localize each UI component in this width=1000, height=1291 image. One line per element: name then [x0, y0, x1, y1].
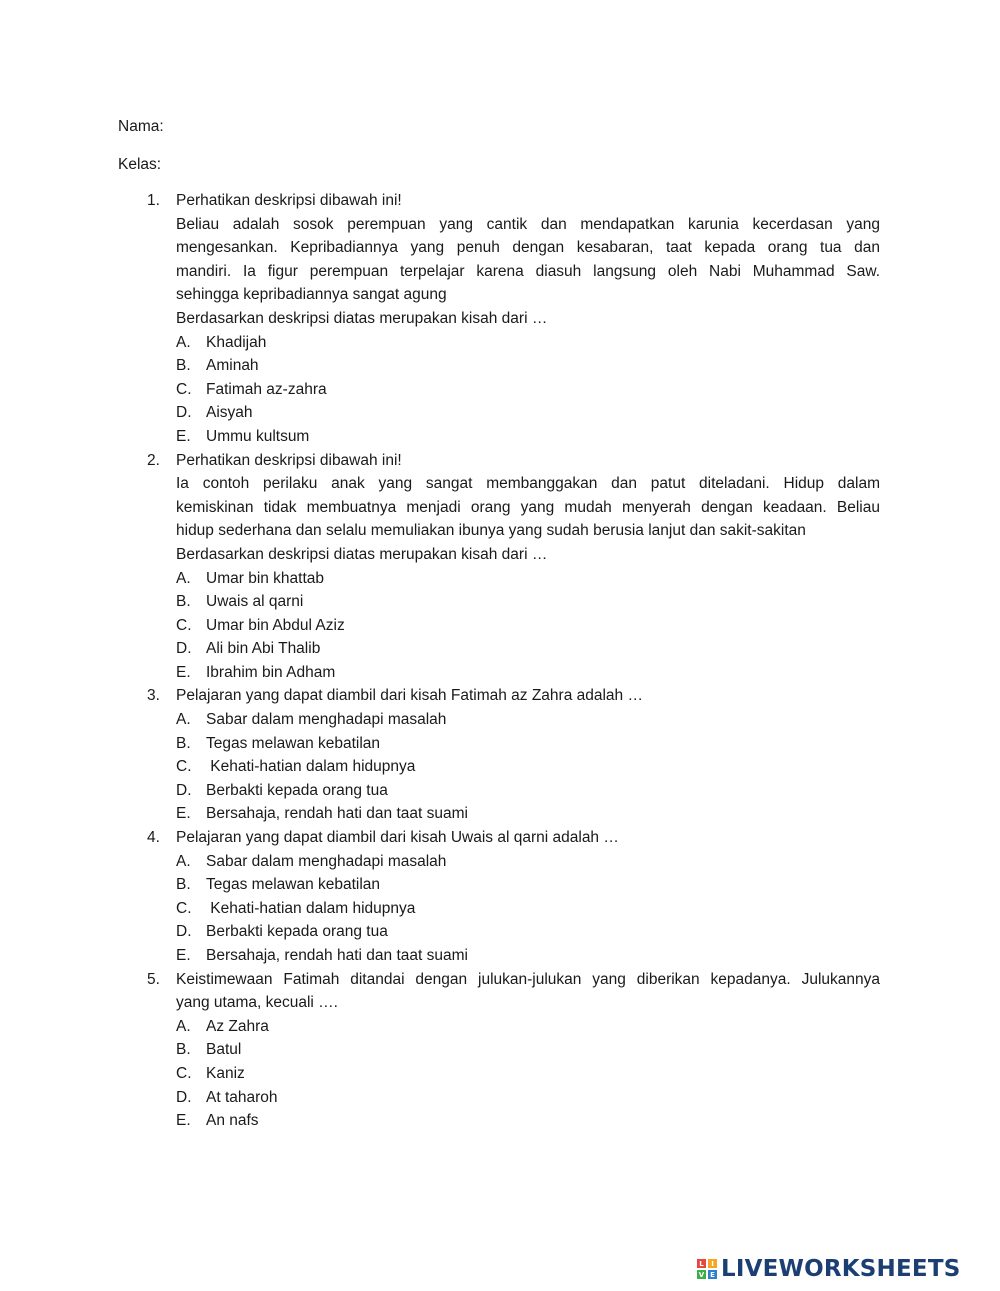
answer-option-b[interactable] [176, 354, 880, 378]
option-letter: C. [176, 1064, 192, 1082]
answer-option-a[interactable] [176, 708, 880, 732]
question-1 [0, 189, 1000, 449]
logo-square-e: E [708, 1270, 717, 1279]
question-text-line: Ia contoh perilaku anak yang sangat membanggakan dan patut diteladani. Hidup dalam [176, 475, 880, 493]
option-text: Kehati-hatian dalam hidupnya [206, 758, 416, 776]
answer-option-d[interactable] [176, 401, 880, 425]
option-text: An nafs [206, 1112, 259, 1130]
option-text: At taharoh [206, 1088, 278, 1106]
question-text-line: hidup sederhana dan selalu memuliakan ibunya yang sudah berusia lanjut dan sakit-sakitan [176, 522, 806, 540]
option-letter: C. [176, 380, 192, 398]
answer-option-e[interactable] [176, 1109, 880, 1133]
option-text: Ibrahim bin Adham [206, 663, 336, 681]
question-3 [0, 684, 1000, 826]
answer-option-c[interactable] [176, 1062, 880, 1086]
answer-option-d[interactable] [176, 637, 880, 661]
option-text: Uwais al qarni [206, 593, 304, 611]
nama-label: Nama: [118, 118, 164, 135]
option-text: Fatimah az-zahra [206, 380, 327, 398]
question-text-line: mengesankan. Kepribadiannya yang penuh dengan kesabaran, taat kepada orang tua dan [176, 239, 880, 257]
answer-option-b[interactable] [176, 732, 880, 756]
answer-option-e[interactable] [176, 802, 880, 826]
option-letter: B. [176, 593, 191, 611]
option-text: Berbakti kepada orang tua [206, 781, 388, 799]
question-number: 3. [147, 687, 160, 705]
answer-option-c[interactable] [176, 755, 880, 779]
option-letter: C. [176, 758, 192, 776]
question-body [176, 189, 880, 449]
question-number: 5. [147, 970, 160, 988]
kelas-label: Kelas: [118, 156, 162, 173]
option-text: Umar bin khattab [206, 569, 325, 587]
option-text: Umar bin Abdul Aziz [206, 616, 345, 634]
option-text: Sabar dalam menghadapi masalah [206, 711, 447, 729]
option-letter: D. [176, 923, 192, 941]
option-letter: A. [176, 711, 191, 729]
option-letter: B. [176, 357, 191, 375]
option-text: Berbakti kepada orang tua [206, 923, 388, 941]
question-list [0, 189, 1000, 1133]
option-letter: E. [176, 805, 191, 823]
option-text: Bersahaja, rendah hati dan taat suami [206, 805, 468, 823]
option-letter: D. [176, 640, 192, 658]
question-body [176, 684, 880, 826]
option-letter: B. [176, 734, 191, 752]
answer-option-d[interactable] [176, 920, 880, 944]
answer-option-e[interactable] [176, 944, 880, 968]
answer-option-b[interactable] [176, 873, 880, 897]
question-text-line: kemiskinan tidak membuatnya menjadi orang yang mudah menyerah dengan keadaan. Beliau [176, 498, 880, 516]
question-text: Perhatikan deskripsi dibawah ini! [176, 451, 402, 469]
option-letter: B. [176, 1041, 191, 1059]
answer-option-a[interactable] [176, 1015, 880, 1039]
answer-option-a[interactable] [176, 331, 880, 355]
question-text-line: yang utama, kecuali …. [176, 994, 338, 1012]
question-text-line: Beliau adalah sosok perempuan yang cantik dan mendapatkan karunia kecerdasan yang [176, 215, 880, 233]
answer-option-e[interactable] [176, 425, 880, 449]
option-letter: E. [176, 427, 191, 445]
option-letter: A. [176, 1017, 191, 1035]
answer-option-b[interactable] [176, 590, 880, 614]
option-letter: E. [176, 663, 191, 681]
option-letter: C. [176, 616, 192, 634]
answer-option-b[interactable] [176, 1038, 880, 1062]
question-text-line: Berdasarkan deskripsi diatas merupakan kisah dari … [176, 545, 548, 563]
question-text-line: sehingga kepribadiannya sangat agung [176, 286, 447, 304]
option-text: Tegas melawan kebatilan [206, 876, 381, 894]
option-text: Az Zahra [206, 1017, 269, 1035]
question-body [176, 968, 880, 1133]
answer-option-d[interactable] [176, 1086, 880, 1110]
question-text: Pelajaran yang dapat diambil dari kisah Uwais al qarni adalah … [176, 829, 619, 847]
option-text: Aisyah [206, 404, 253, 422]
option-letter: E. [176, 947, 191, 964]
question-text: Keistimewaan Fatimah ditandai dengan julukan-julukan yang diberikan kepadanya. Julukannya [176, 970, 880, 988]
answer-option-d[interactable] [176, 779, 880, 803]
answer-option-c[interactable] [176, 614, 880, 638]
question-text: Perhatikan deskripsi dibawah ini! [176, 192, 402, 209]
answer-option-c[interactable] [176, 897, 880, 921]
logo-square-l: L [697, 1259, 706, 1268]
question-text-line: Berdasarkan deskripsi diatas merupakan kisah dari … [176, 309, 548, 327]
option-text: Kaniz [206, 1064, 245, 1082]
option-text: Khadijah [206, 333, 267, 351]
question-number: 1. [147, 192, 160, 209]
option-letter: A. [176, 333, 191, 351]
option-text: Ummu kultsum [206, 427, 310, 445]
answer-option-a[interactable] [176, 850, 880, 874]
option-text: Bersahaja, rendah hati dan taat suami [206, 947, 468, 964]
question-2 [0, 449, 1000, 685]
option-letter: C. [176, 899, 192, 917]
logo-square-i: I [708, 1259, 717, 1268]
option-letter: D. [176, 781, 192, 799]
question-text-line: mandiri. Ia figur perempuan terpelajar karena diasuh langsung oleh Nabi Muhammad Saw. [176, 262, 880, 280]
liveworksheets-logo-icon [697, 1259, 717, 1279]
liveworksheets-logo-text: LIVEWORKSHEETS [721, 1256, 961, 1282]
question-number: 4. [147, 829, 160, 847]
answer-option-e[interactable] [176, 661, 880, 685]
question-number: 2. [147, 451, 160, 469]
question-4 [0, 826, 1000, 968]
option-text: Ali bin Abi Thalib [206, 640, 321, 658]
answer-option-a[interactable] [176, 567, 880, 591]
liveworksheets-logo [697, 1254, 960, 1284]
logo-square-v: V [698, 1270, 705, 1279]
option-letter: B. [176, 876, 191, 894]
question-5 [0, 968, 1000, 1133]
option-letter: D. [176, 404, 192, 422]
option-text: Aminah [206, 357, 259, 375]
question-text: Pelajaran yang dapat diambil dari kisah Fatimah az Zahra adalah … [176, 687, 643, 705]
option-letter: D. [176, 1088, 192, 1106]
option-text: Batul [206, 1041, 242, 1059]
answer-option-c[interactable] [176, 378, 880, 402]
option-text: Kehati-hatian dalam hidupnya [206, 899, 416, 917]
option-letter: E. [176, 1112, 191, 1130]
option-text: Sabar dalam menghadapi masalah [206, 852, 447, 870]
option-text: Tegas melawan kebatilan [206, 734, 381, 752]
question-body [176, 826, 880, 968]
question-body [176, 449, 880, 685]
option-letter: A. [176, 852, 191, 870]
option-letter: A. [176, 569, 191, 587]
